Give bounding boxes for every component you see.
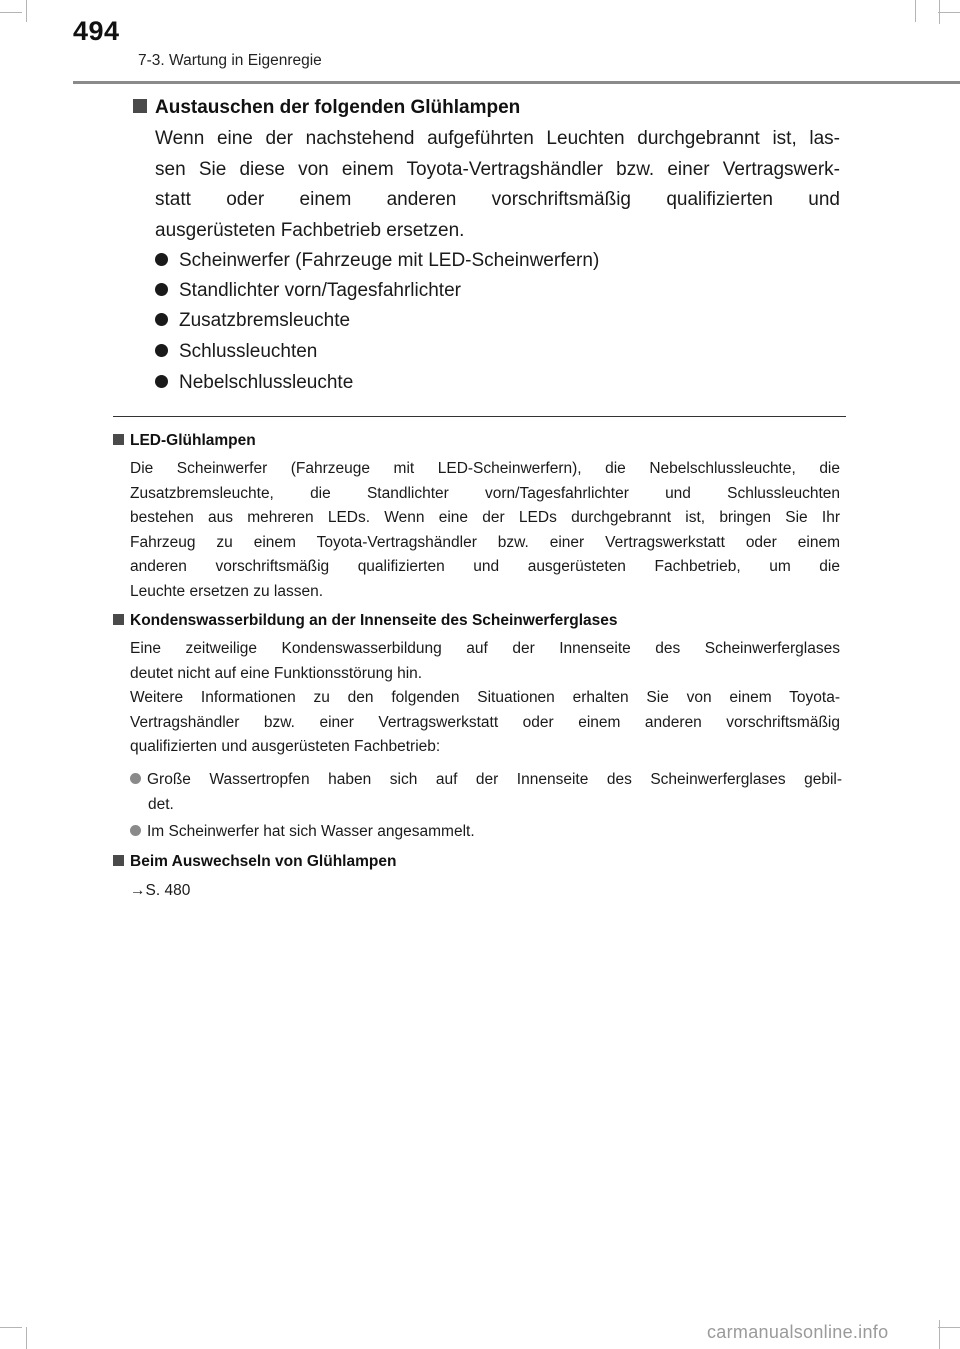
- main-paragraph-line: Wenn eine der nachstehend aufgeführten Leuchten durchgebrannt ist, las-: [155, 128, 840, 149]
- note-heading-led: [113, 432, 256, 450]
- note-line: Zusatzbremsleuchte, die Standlichter vorn/Tagesfahrlichter und Schlussleuchten: [130, 484, 840, 502]
- watermark: carmanualsonline.info: [707, 1322, 889, 1342]
- list-item-text: Schlussleuchten: [179, 341, 318, 362]
- note-line: bestehen aus mehreren LEDs. Wenn eine der LEDs durchgebrannt ist, bringen Sie Ihr: [130, 509, 840, 526]
- main-heading-text: Austauschen der folgenden Glühlampen: [155, 97, 521, 118]
- list-item: [155, 310, 350, 332]
- bullet-dot-icon: [155, 375, 168, 388]
- main-paragraph-line: statt oder einem anderen vorschriftsmäßig qualifizierten und: [155, 189, 840, 210]
- header-rule: [73, 81, 960, 84]
- bullet-dot-icon: [155, 313, 168, 326]
- crop-mark: [26, 1327, 27, 1349]
- list-item-text: Scheinwerfer (Fahrzeuge mit LED-Scheinwerfern): [179, 250, 600, 271]
- list-item-text: Nebelschlussleuchte: [179, 372, 354, 393]
- bullet-dot-icon: [155, 283, 168, 296]
- note-line: Eine zeitweilige Kondenswasserbildung auf der Innenseite des Scheinwerferglases: [130, 640, 840, 657]
- square-bullet-icon: [133, 99, 147, 113]
- main-paragraph-line: ausgerüsteten Fachbetrieb ersetzen.: [155, 219, 465, 241]
- note-line: Vertragshändler bzw. einer Vertragswerkstatt oder einem anderen vorschriftsmäßig: [130, 713, 840, 731]
- note-heading-condensation: [113, 612, 618, 630]
- list-item-text: Im Scheinwerfer hat sich Wasser angesammelt.: [147, 823, 475, 840]
- list-item-text: Standlichter vorn/Tagesfahrlichter: [179, 280, 461, 301]
- list-item: [155, 372, 353, 394]
- note-heading-text: LED-Glühlampen: [130, 432, 256, 449]
- list-item: [155, 341, 317, 363]
- list-item: [155, 250, 599, 272]
- crop-mark: [939, 1320, 940, 1349]
- note-line: Leuchte ersetzen zu lassen.: [130, 582, 324, 600]
- note-line: Weitere Informationen zu den folgenden Situationen erhalten Sie von einem Toyota-: [130, 689, 840, 706]
- note-line: Die Scheinwerfer (Fahrzeuge mit LED-Scheinwerfern), die Nebelschlussleuchte, die: [130, 460, 840, 477]
- page-reference-link[interactable]: →S. 480: [130, 882, 191, 899]
- note-heading-text: Kondenswasserbildung an der Innenseite des Scheinwerferglases: [130, 612, 618, 629]
- list-item: [130, 768, 842, 817]
- bullet-dot-icon: [155, 344, 168, 357]
- list-item: [130, 820, 842, 845]
- note-paragraph-condensation: [130, 637, 840, 760]
- section-title: 7-3. Wartung in Eigenregie: [138, 52, 322, 69]
- main-paragraph: [155, 124, 840, 246]
- list-item: [155, 280, 461, 302]
- note-line: anderen vorschriftsmäßig qualifizierten und ausgerüsteten Fachbetrieb, um die: [130, 558, 840, 575]
- note-paragraph-led: [130, 457, 840, 604]
- main-heading: [133, 97, 520, 119]
- bullet-dot-icon: [155, 253, 168, 266]
- page-header: [0, 0, 960, 86]
- note-line: qualifizierten und ausgerüsteten Fachbetrieb:: [130, 738, 441, 755]
- bullet-dot-icon: [130, 773, 141, 784]
- list-item-text: Große Wassertropfen haben sich auf der Innenseite des Scheinwerferglases gebil-: [147, 771, 842, 788]
- square-bullet-icon: [113, 855, 124, 866]
- list-item-text: det.: [148, 795, 174, 813]
- bullet-dot-icon: [130, 825, 141, 836]
- main-paragraph-line: sen Sie diese von einem Toyota-Vertragshändler bzw. einer Vertragswerk-: [155, 158, 840, 180]
- square-bullet-icon: [113, 434, 124, 445]
- note-heading-replacing: [113, 853, 396, 871]
- crop-mark: [0, 1327, 22, 1328]
- page-number: 494: [73, 16, 120, 46]
- note-line: Fahrzeug zu einem Toyota-Vertragshändler bzw. einer Vertragswerkstatt oder einem: [130, 533, 840, 551]
- note-heading-text: Beim Auswechseln von Glühlampen: [130, 853, 397, 870]
- note-line: deutet nicht auf eine Funktionsstörung hin.: [130, 664, 423, 682]
- square-bullet-icon: [113, 614, 124, 625]
- section-divider: [113, 416, 846, 417]
- crop-mark: [938, 1327, 960, 1328]
- list-item-text: Zusatzbremsleuchte: [179, 310, 351, 331]
